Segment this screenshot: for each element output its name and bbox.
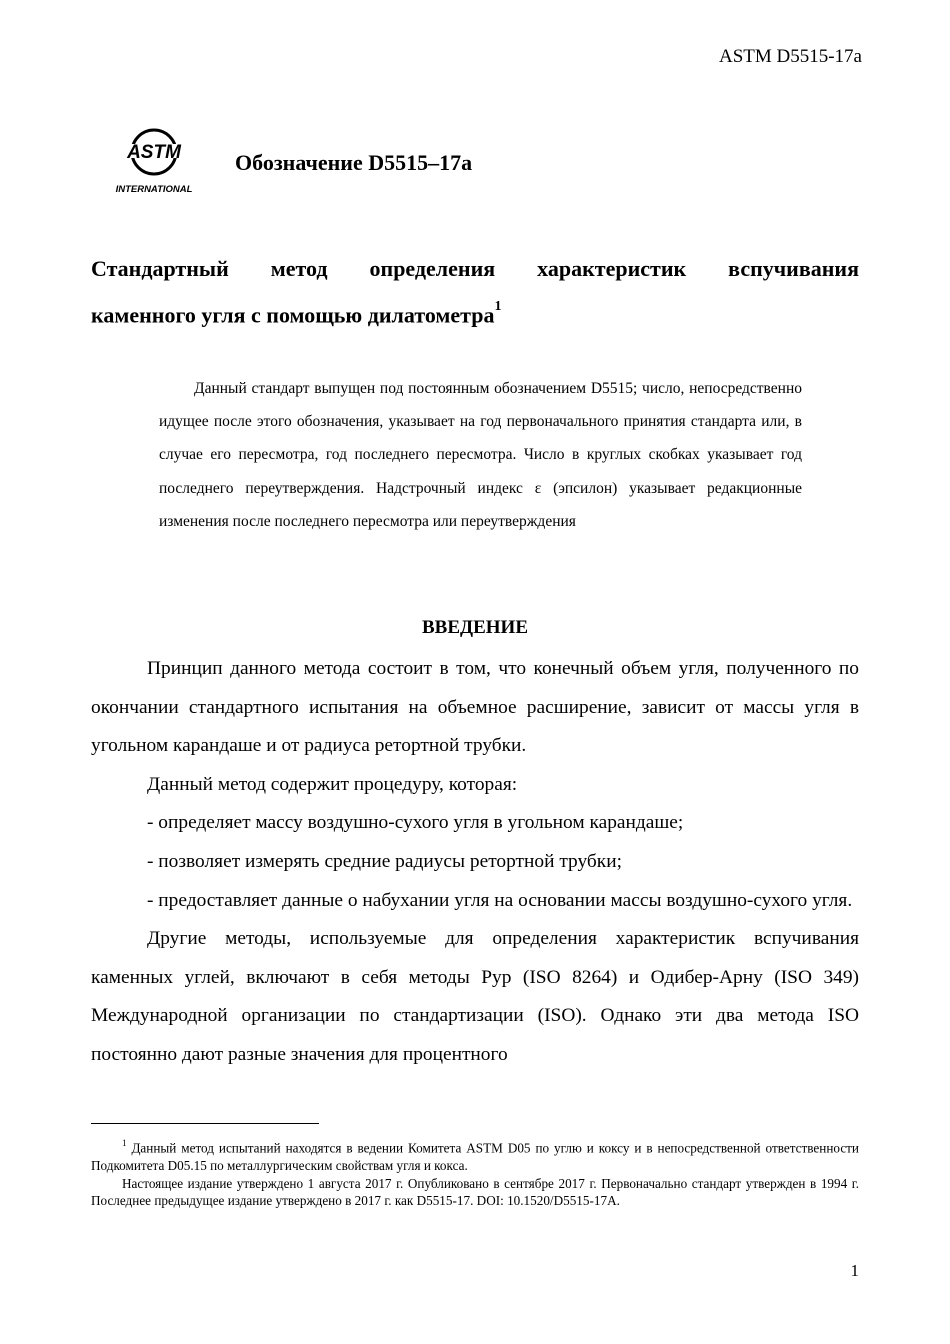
footnotes — [91, 1136, 859, 1210]
intro-list-item: - определяет массу воздушно-сухого угля в угольном карандаше; — [147, 812, 684, 834]
designation-notice: Данный стандарт выпущен под постоянным обозначением D5515; число, непосредственно идущее после этого обозначения, указывает на год первоначального принятия стандарта или, в случае его пересмотра, год последнего пересмотра. Число в круглых скобках указывает год последнего переутверждения. Надстрочный индекс ε (эпсилон) указывает редакционные изменения после последнего пересмотра или переутверждения — [159, 380, 802, 530]
page-number: 1 — [850, 1261, 859, 1280]
title-line-2 — [91, 290, 859, 336]
designation-heading: Обозначение D5515–17a — [235, 150, 473, 175]
svg-text:ASTM: ASTM — [127, 142, 181, 163]
document-code: ASTM D5515-17a — [718, 46, 862, 67]
intro-paragraph: Другие методы, используемые для определения характеристик вспучивания каменных углей, включают в себя методы Руp (ISO 8264) и Одибер-Арну (ISO 349) Международной организации по стандартизации (ISO). Однако эти два метода ISO постоянно дают разные значения для процентного — [91, 928, 859, 1065]
title-line-2-text: каменного угля с помощью дилатометра — [91, 302, 495, 328]
intro-paragraph: Принцип данного метода состоит в том, что конечный объем угля, полученного по окончании стандартного испытания на объемное расширение, зависит от массы угля в угольном карандаше и от радиуса ретортной трубки. — [91, 658, 859, 757]
footnote-2: Настоящее издание утверждено 1 августа 2017 г. Опубликовано в сентябре 2017 г. Первоначально стандарт утвержден в 1994 г. Последнее предыдущее издание утверждено в 2017 г. как D5515-17. DOI: 10.1520/D5515-17A. — [91, 1175, 859, 1209]
astm-logo — [114, 126, 198, 198]
document-title — [91, 248, 859, 336]
footnote-1 — [91, 1136, 859, 1175]
introduction-body — [91, 650, 859, 1075]
intro-list-item: - позволяет измерять средние радиусы ретортной трубки; — [147, 850, 622, 872]
footnote-marker: 1 — [122, 1138, 127, 1148]
footnote-1-text: Данный метод испытаний находятся в ведении Комитета ASTM D05 по углю и коксу и в непосредственной ответственности Подкомитета D05.15 по металлургическим свойствам угля и кокса. — [91, 1140, 859, 1173]
astm-logo-icon — [114, 126, 198, 198]
title-footnote-ref: 1 — [494, 299, 502, 314]
intro-list-item: - предоставляет данные о набухании угля на основании массы воздушно-сухого угля. — [147, 889, 853, 911]
svg-text:INTERNATIONAL: INTERNATIONAL — [115, 184, 193, 195]
footnote-divider — [91, 1123, 319, 1124]
introduction-heading: ВВЕДЕНИЕ — [422, 617, 528, 638]
intro-paragraph: Данный метод содержит процедуру, которая: — [147, 773, 518, 795]
title-line-1: Стандартный метод определения характеристик вспучивания — [91, 256, 859, 281]
